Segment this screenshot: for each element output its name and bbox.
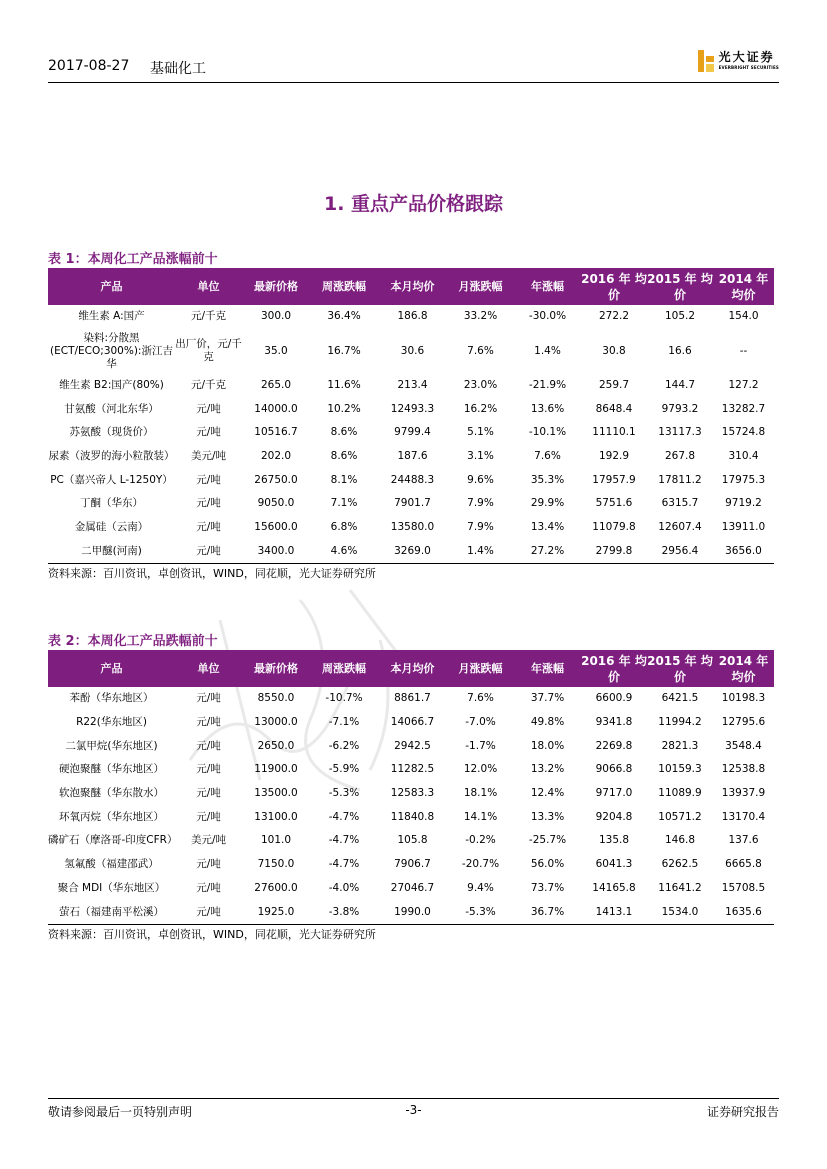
table-cell: -5.3%	[465, 905, 496, 918]
table-cell: 元/吨	[196, 787, 221, 800]
table-row	[48, 805, 774, 829]
table-cell: 11641.2	[658, 881, 702, 894]
table-cell: 14.1%	[463, 810, 498, 823]
product-cell: 软泡聚醚（华东散水）	[59, 787, 164, 800]
table-cell: 7.6%	[534, 450, 561, 463]
column-header: 月涨跌幅	[447, 650, 514, 687]
table-cell: 272.2	[598, 310, 630, 323]
table-cell: 13.6%	[530, 402, 565, 415]
table1-header-row	[48, 268, 774, 305]
table-cell: 9.6%	[467, 473, 494, 486]
table2	[48, 650, 774, 924]
table-cell: 元/吨	[196, 402, 221, 415]
table-cell: 26750.0	[254, 473, 298, 486]
table-cell: 元/吨	[196, 521, 221, 534]
table-row	[48, 421, 774, 445]
table-cell: 3.1%	[467, 450, 494, 463]
table-cell: 8.1%	[330, 473, 358, 486]
table-cell: 11900.0	[254, 763, 298, 776]
table-cell: 10198.3	[721, 692, 766, 705]
table-cell: 29.9%	[530, 497, 565, 510]
table-row	[48, 829, 774, 853]
column-header: 本月均价	[378, 268, 447, 305]
table-cell: 24488.3	[390, 473, 435, 486]
table1-title: 表 1：本周化工产品涨幅前十	[48, 252, 218, 267]
product-cell: R22(华东地区)	[76, 716, 147, 729]
table-cell: 2799.8	[595, 544, 633, 557]
table-cell: 7901.7	[394, 497, 431, 510]
table-cell: 9719.2	[725, 497, 762, 510]
table-cell: 12795.6	[721, 716, 766, 729]
column-header: 周涨跌幅	[310, 650, 378, 687]
table-cell: 元/吨	[196, 858, 221, 871]
table-cell: 12493.3	[390, 402, 435, 415]
table-cell: 11994.2	[658, 716, 702, 729]
table-cell: 元/吨	[196, 739, 221, 752]
table-cell: 16.2%	[463, 402, 498, 415]
table-cell: 11840.8	[390, 810, 435, 823]
table-cell: 3548.4	[725, 739, 762, 752]
table-cell: 15724.8	[721, 426, 766, 439]
logo-mark-icon	[698, 50, 714, 72]
column-header: 单位	[175, 268, 242, 305]
product-cell: 甘氨酸（河北东华）	[64, 402, 159, 415]
table-cell: 2269.8	[595, 739, 633, 752]
product-cell: 维生素 A:国产	[78, 310, 145, 323]
table-cell: 元/吨	[196, 810, 221, 823]
table-cell: 265.0	[260, 379, 292, 392]
table-cell: -5.3%	[328, 787, 360, 800]
product-cell: 苏氨酸（现货价）	[69, 426, 154, 439]
table-cell: 9799.4	[394, 426, 431, 439]
table-cell: 2650.0	[257, 739, 295, 752]
table-cell: 30.6	[400, 344, 425, 357]
section-title: 1. 重点产品价格跟踪	[323, 193, 504, 215]
table-row	[48, 329, 774, 374]
table-cell: 12.0%	[463, 763, 498, 776]
table-cell: 5.1%	[467, 426, 494, 439]
product-cell: 磷矿石（摩洛哥-印度CFR）	[48, 834, 178, 847]
table-cell: 36.4%	[327, 310, 361, 323]
table-cell: 33.2%	[463, 310, 498, 323]
table-cell: 17811.2	[658, 473, 702, 486]
table-cell: 27046.7	[390, 881, 435, 894]
table-cell: 11089.9	[658, 787, 702, 800]
table-row	[48, 468, 774, 492]
table-cell: 7.6%	[467, 692, 494, 705]
table-cell: 49.8%	[530, 716, 565, 729]
table-cell: 11079.8	[592, 521, 636, 534]
table-cell: 5751.6	[595, 497, 633, 510]
table-cell: 12607.4	[658, 521, 702, 534]
table-row	[48, 445, 774, 469]
table-cell: 8550.0	[257, 692, 295, 705]
table-cell: 18.0%	[530, 739, 565, 752]
table-cell: 11.6%	[327, 379, 361, 392]
table-cell: 9204.8	[595, 810, 633, 823]
table-cell: 144.7	[664, 379, 696, 392]
column-header: 周涨跌幅	[310, 268, 378, 305]
table-cell: 13282.7	[721, 402, 766, 415]
column-header: 本月均价	[378, 650, 447, 687]
column-header: 月涨跌幅	[447, 268, 514, 305]
table-cell: 146.8	[664, 834, 696, 847]
table-cell: 13.2%	[530, 763, 565, 776]
table-cell: 202.0	[260, 450, 292, 463]
company-logo	[698, 50, 779, 72]
table-cell: 7150.0	[257, 858, 295, 871]
table-cell: 300.0	[260, 310, 292, 323]
column-header: 2016 年 均价	[581, 268, 647, 305]
table-cell: -4.7%	[328, 810, 360, 823]
table-cell: -3.8%	[328, 905, 360, 918]
table-cell: 10159.3	[658, 763, 702, 776]
table-cell: 11110.1	[592, 426, 636, 439]
product-cell: 苯酚（华东地区）	[69, 692, 154, 705]
page-footer	[48, 1098, 779, 1123]
table1-source: 资料来源：百川资讯，卓创资讯，WIND，同花顺，光大证券研究所	[48, 563, 774, 581]
table-cell: 元/吨	[196, 905, 221, 918]
table-cell: 16.7%	[327, 344, 361, 357]
table-cell: 135.8	[598, 834, 630, 847]
product-cell: 聚合 MDI（华东地区）	[57, 881, 166, 894]
table-cell: -5.9%	[328, 763, 360, 776]
table-cell: -6.2%	[328, 739, 360, 752]
table-cell: 7.6%	[467, 344, 494, 357]
table-cell: 元/千克	[190, 379, 227, 392]
product-cell: 维生素 B2:国产(80%)	[59, 379, 164, 392]
table-cell: 10.2%	[327, 402, 361, 415]
table-cell: 11282.5	[390, 763, 435, 776]
table-cell: 7.9%	[467, 497, 494, 510]
table-cell: --	[739, 344, 748, 357]
table-cell: 元/吨	[196, 881, 221, 894]
column-header: 年涨幅	[514, 650, 581, 687]
table-cell: 101.0	[260, 834, 292, 847]
table-cell: -10.1%	[528, 426, 567, 439]
table-cell: 6.8%	[330, 521, 358, 534]
table-cell: -4.0%	[328, 881, 360, 894]
table2-body	[48, 687, 774, 924]
table-cell: 8.6%	[330, 426, 358, 439]
table1-block	[48, 251, 774, 581]
table-cell: 3269.0	[394, 544, 431, 557]
table-row	[48, 853, 774, 877]
table-cell: 1990.0	[394, 905, 431, 918]
table-cell: 2956.4	[661, 544, 699, 557]
product-cell: 硬泡聚醚（华东地区）	[59, 763, 164, 776]
table-cell: 17957.9	[592, 473, 636, 486]
table-cell: 12538.8	[721, 763, 766, 776]
product-cell: 氢氟酸（福建邵武）	[64, 858, 159, 871]
report-date: 2017-08-27	[48, 58, 130, 74]
table-cell: 127.2	[728, 379, 759, 392]
table-cell: 267.8	[664, 450, 696, 463]
table-cell: 6041.3	[595, 858, 633, 871]
table-cell: 14000.0	[254, 402, 298, 415]
table-cell: 9793.2	[661, 402, 699, 415]
table-cell: 154.0	[728, 310, 759, 323]
table-cell: 2942.5	[394, 739, 431, 752]
table-cell: 13000.0	[254, 716, 298, 729]
table-cell: 元/吨	[196, 716, 221, 729]
table-cell: 13937.9	[721, 787, 766, 800]
table-cell: 27.2%	[530, 544, 565, 557]
table-row	[48, 540, 774, 564]
page-header	[48, 50, 779, 83]
table-cell: 3656.0	[725, 544, 762, 557]
table-cell: 元/千克	[190, 310, 227, 323]
table-cell: -21.9%	[528, 379, 567, 392]
table-cell: 213.4	[397, 379, 428, 392]
table-cell: 2821.3	[661, 739, 699, 752]
table-cell: 1635.6	[725, 905, 762, 918]
table-cell: -7.1%	[328, 716, 360, 729]
table-cell: 10571.2	[658, 810, 702, 823]
table-cell: 36.7%	[530, 905, 565, 918]
table-cell: 6315.7	[661, 497, 699, 510]
column-header: 最新价格	[242, 650, 310, 687]
table-cell: 13100.0	[254, 810, 298, 823]
table-cell: 7906.7	[394, 858, 431, 871]
table2-header-row	[48, 650, 774, 687]
table-cell: 8861.7	[394, 692, 431, 705]
table-cell: 14165.8	[592, 881, 636, 894]
table-cell: 3400.0	[257, 544, 295, 557]
table-cell: 7.1%	[330, 497, 358, 510]
table-row	[48, 397, 774, 421]
table-row	[48, 687, 774, 711]
column-header: 产品	[48, 268, 175, 305]
product-cell: 萤石（福建南平松溪）	[59, 905, 164, 918]
table-cell: 8648.4	[595, 402, 633, 415]
table-cell: 192.9	[598, 450, 630, 463]
table-cell: 10516.7	[254, 426, 298, 439]
table-cell: 9341.8	[595, 716, 633, 729]
table-cell: 6600.9	[595, 692, 633, 705]
report-type: 证券研究报告	[706, 1105, 779, 1119]
table-cell: -1.7%	[465, 739, 496, 752]
table-cell: 元/吨	[196, 763, 221, 776]
table-cell: 9066.8	[595, 763, 633, 776]
table-cell: 1.4%	[467, 544, 494, 557]
table-cell: -25.7%	[528, 834, 567, 847]
table-cell: 美元/吨	[190, 834, 227, 847]
report-section: 基础化工	[150, 61, 206, 77]
table-cell: 259.7	[598, 379, 630, 392]
column-header: 2016 年 均价	[581, 650, 647, 687]
table-cell: 137.6	[728, 834, 759, 847]
table-cell: 1413.1	[595, 905, 633, 918]
table-cell: 13.4%	[530, 521, 565, 534]
logo-en-text: EVERBRIGHT SECURITIES	[718, 65, 779, 70]
column-header: 产品	[48, 650, 175, 687]
table-cell: 27600.0	[254, 881, 298, 894]
column-header: 2015 年 均价	[647, 268, 713, 305]
table-cell: 35.0	[264, 344, 288, 357]
table-cell: 186.8	[397, 310, 428, 323]
table-cell: -10.7%	[325, 692, 363, 705]
table-cell: -30.0%	[528, 310, 567, 323]
table-cell: 13117.3	[658, 426, 702, 439]
table-cell: 13580.0	[390, 521, 435, 534]
table-cell: 310.4	[728, 450, 759, 463]
table-row	[48, 492, 774, 516]
table-cell: 元/吨	[196, 426, 221, 439]
logo-cn-text: 光大证券	[718, 50, 775, 64]
table-cell: 13.3%	[530, 810, 565, 823]
product-cell: 二甲醚(河南)	[81, 544, 142, 557]
table-row	[48, 877, 774, 901]
table-cell: 6665.8	[725, 858, 762, 871]
table-cell: 12583.3	[390, 787, 435, 800]
table-cell: 出厂价，元/千克	[175, 338, 242, 364]
table-row	[48, 305, 774, 329]
table-row	[48, 782, 774, 806]
table2-source: 资料来源：百川资讯，卓创资讯，WIND，同花顺，光大证券研究所	[48, 924, 774, 942]
column-header: 2014 年 均价	[713, 650, 774, 687]
table-cell: 9717.0	[595, 787, 633, 800]
table-cell: 元/吨	[196, 473, 221, 486]
table-cell: -4.7%	[328, 834, 360, 847]
table-cell: 12.4%	[530, 787, 565, 800]
product-cell: 尿素（波罗的海小粒散装）	[48, 450, 175, 463]
table-cell: 13500.0	[254, 787, 298, 800]
table-cell: 35.3%	[530, 473, 565, 486]
product-cell: 丁酮（华东）	[80, 497, 143, 510]
column-header: 最新价格	[242, 268, 310, 305]
product-cell: 金属硅（云南）	[74, 521, 149, 534]
table-cell: 105.8	[397, 834, 428, 847]
table-cell: 56.0%	[530, 858, 565, 871]
table-cell: 37.7%	[530, 692, 565, 705]
table-cell: 9050.0	[257, 497, 295, 510]
table-cell: 元/吨	[196, 497, 221, 510]
table-cell: 1925.0	[257, 905, 295, 918]
product-cell: PC（嘉兴帝人 L-1250Y）	[50, 473, 173, 486]
table-cell: 9.4%	[467, 881, 494, 894]
table-cell: -0.2%	[465, 834, 496, 847]
table-cell: 13911.0	[721, 521, 766, 534]
table-cell: 73.7%	[530, 881, 565, 894]
table-cell: 1.4%	[534, 344, 561, 357]
table-row	[48, 758, 774, 782]
table-cell: 17975.3	[721, 473, 766, 486]
table-cell: -7.0%	[465, 716, 496, 729]
table-cell: 美元/吨	[190, 450, 227, 463]
column-header: 年涨幅	[514, 268, 581, 305]
table1-body	[48, 305, 774, 563]
table-cell: 187.6	[397, 450, 428, 463]
table2-title: 表 2：本周化工产品跌幅前十	[48, 634, 218, 649]
product-cell: 二氯甲烷(华东地区)	[65, 739, 158, 752]
product-cell: 环氧丙烷（华东地区）	[59, 810, 164, 823]
table-cell: 4.6%	[330, 544, 358, 557]
table-cell: 15708.5	[721, 881, 766, 894]
disclaimer-note: 敬请参阅最后一页特别声明	[48, 1105, 193, 1119]
product-cell: 染料:分散黑(ECT/ECO;300%):浙江吉华	[50, 331, 173, 370]
table-cell: 23.0%	[463, 379, 498, 392]
table-row	[48, 711, 774, 735]
page-number: -3-	[405, 1103, 422, 1117]
column-header: 2014 年 均价	[713, 268, 774, 305]
table1	[48, 268, 774, 563]
table-cell: 8.6%	[330, 450, 358, 463]
table-cell: -20.7%	[461, 858, 500, 871]
table-cell: 7.9%	[467, 521, 494, 534]
table-cell: 14066.7	[390, 716, 435, 729]
table-row	[48, 734, 774, 758]
table-cell: -4.7%	[328, 858, 360, 871]
table-row	[48, 516, 774, 540]
table-cell: 30.8	[602, 344, 626, 357]
table-cell: 16.6	[668, 344, 692, 357]
column-header: 单位	[175, 650, 242, 687]
table-cell: 元/吨	[196, 544, 221, 557]
table-cell: 13170.4	[721, 810, 766, 823]
table-row	[48, 900, 774, 924]
table-cell: 105.2	[664, 310, 696, 323]
table-cell: 1534.0	[661, 905, 699, 918]
table-cell: 18.1%	[463, 787, 498, 800]
table-cell: 6421.5	[661, 692, 699, 705]
table-cell: 15600.0	[254, 521, 298, 534]
table-cell: 元/吨	[196, 692, 221, 705]
table2-block	[48, 633, 774, 942]
table-row	[48, 374, 774, 398]
table-cell: 6262.5	[661, 858, 699, 871]
column-header: 2015 年 均价	[647, 650, 713, 687]
